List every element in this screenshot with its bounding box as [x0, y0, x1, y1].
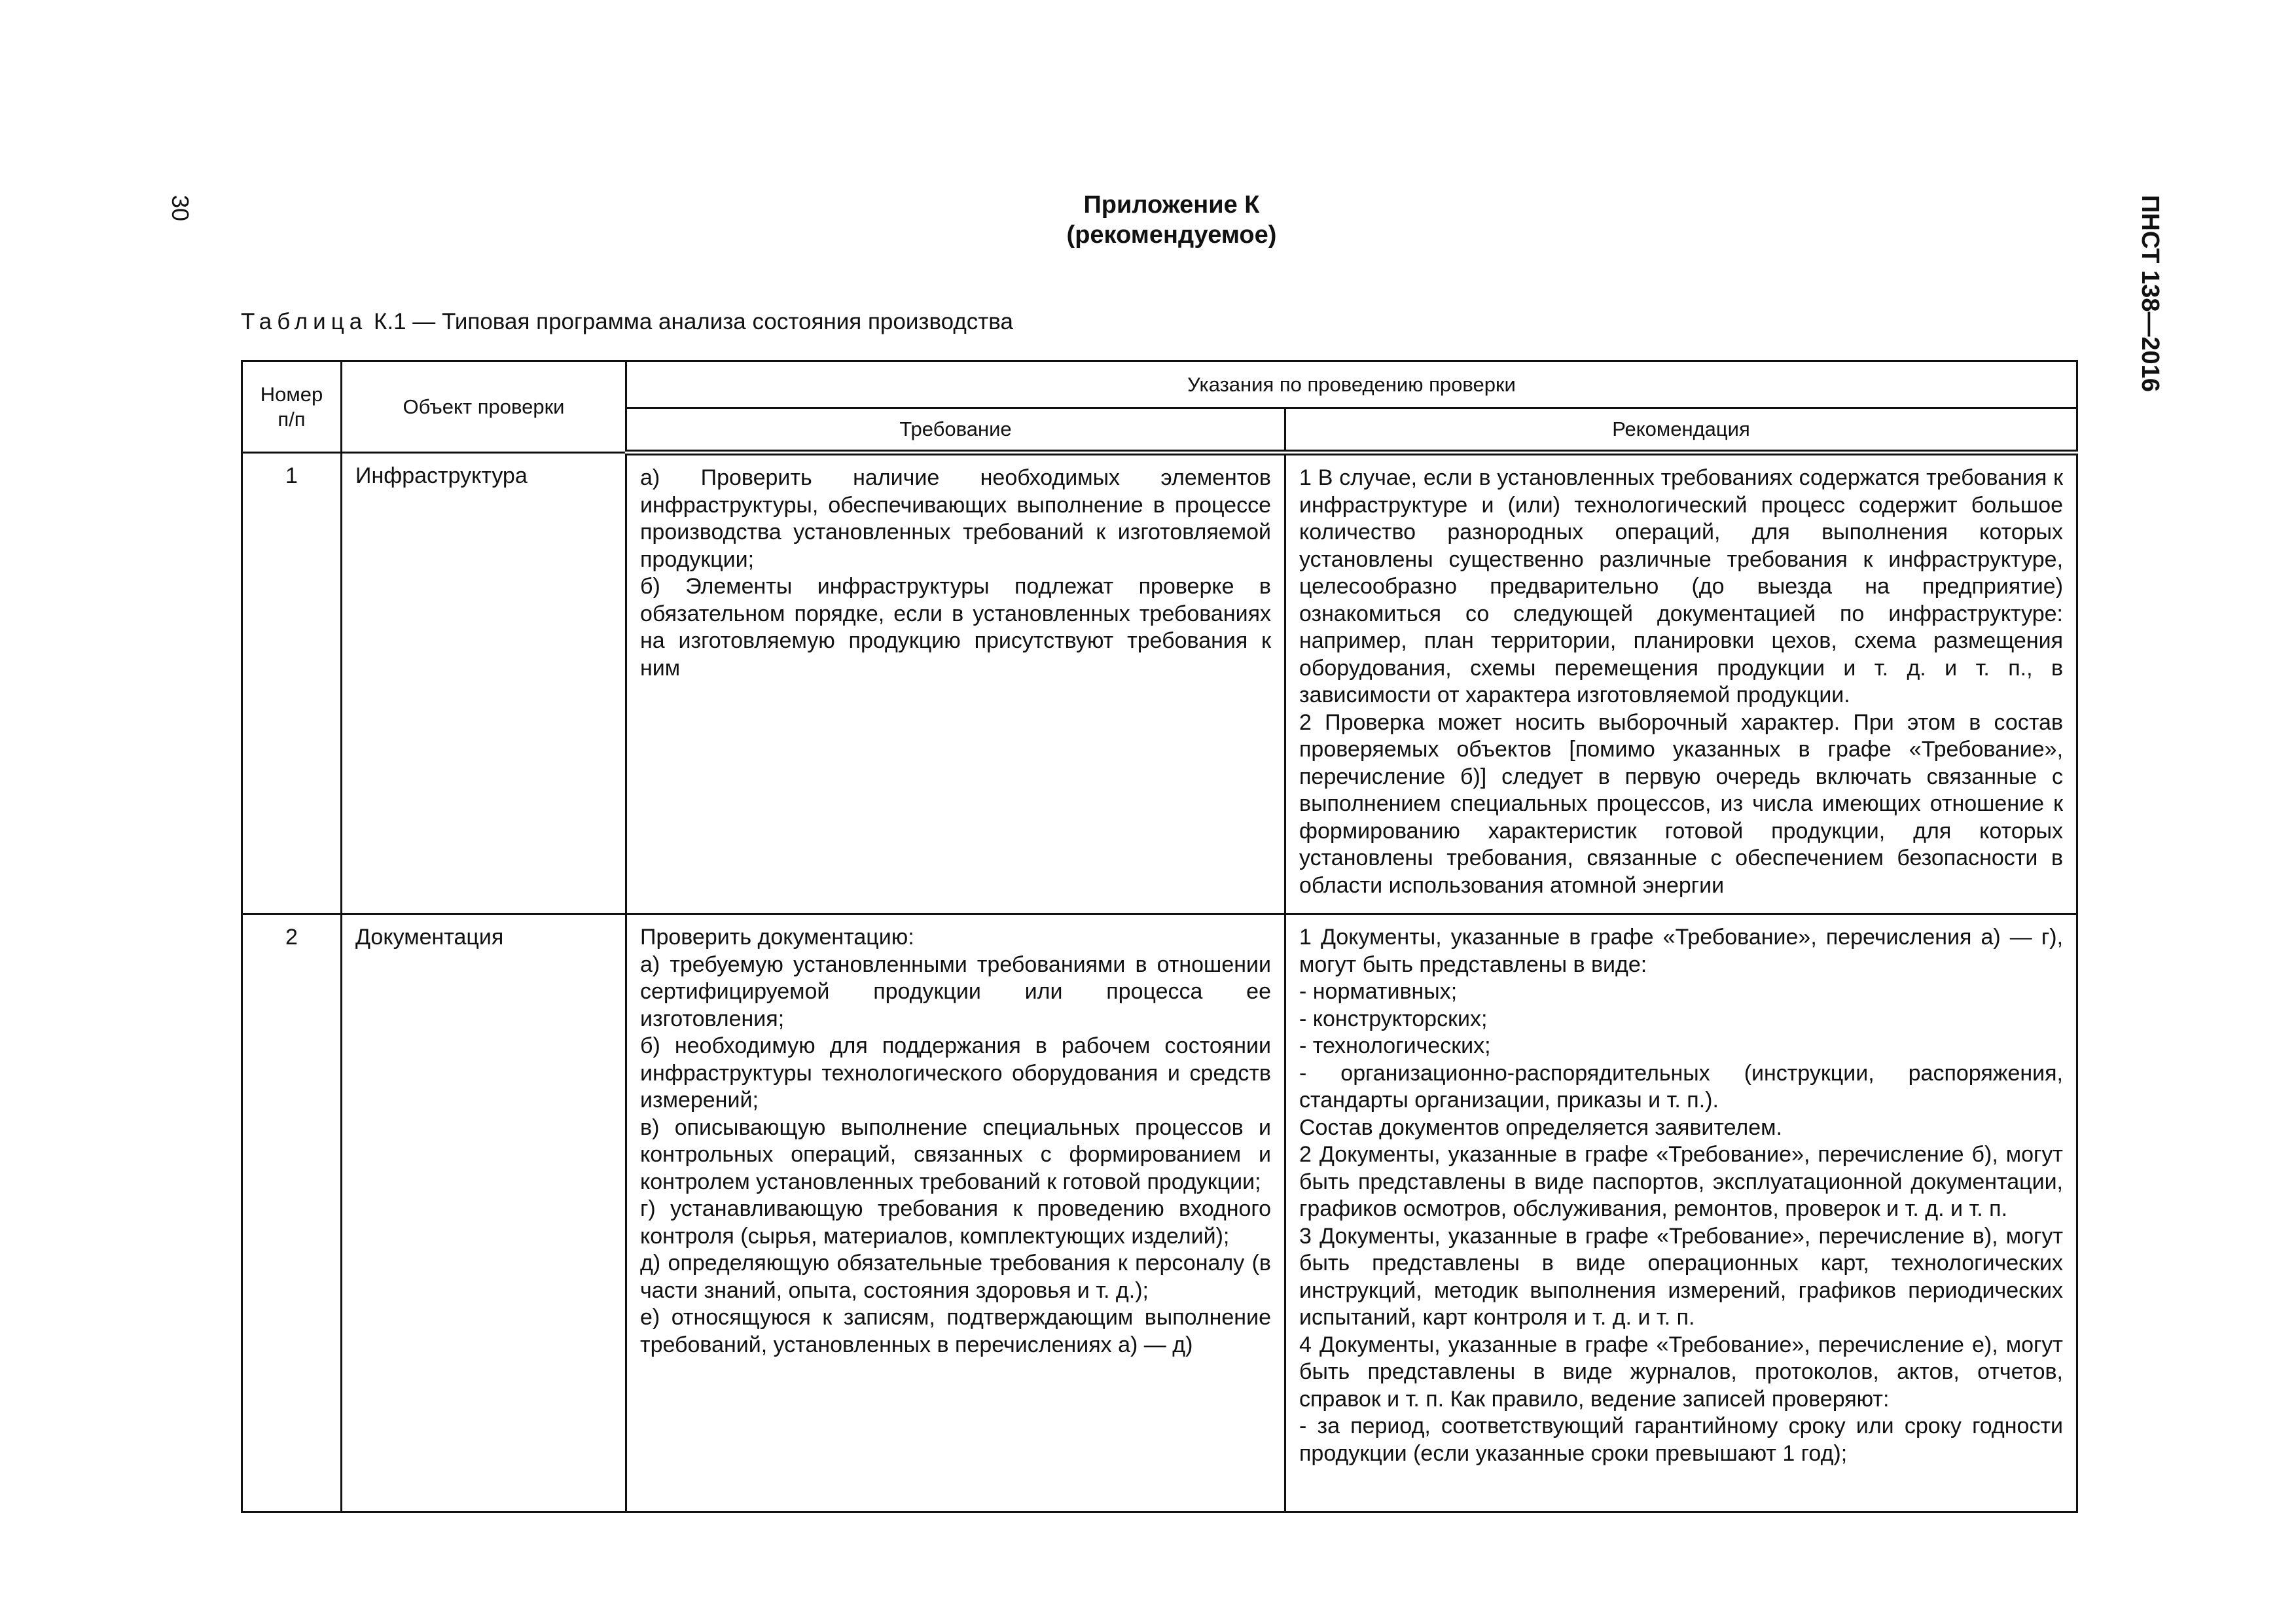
- table-caption: [241, 309, 1013, 335]
- requirement-item: г) устанавливающую требования к проведению входного контроля (сырья, материалов, комплектующих изделий);: [640, 1196, 1271, 1249]
- requirement-item: а) Проверить наличие необходимых элементов инфраструктуры, обеспечивающих выполнение в процессе производства установленных требований к изготовляемой продукции;: [640, 465, 1271, 572]
- recommendation-item: 3 Документы, указанные в графе «Требование», перечисление в), могут быть представлены в виде операционных карт, технологических инструкций, методик выполнения измерений, графиков периодических испытаний, карт контроля и т. д. и т. п.: [1299, 1223, 2064, 1330]
- row-recommendation: [1285, 453, 2077, 914]
- row-object: Инфраструктура: [342, 453, 626, 914]
- recommendation-item: - конструкторских;: [1299, 1006, 1488, 1031]
- table-caption-text: К.1 — Типовая программа анализа состояния производства: [367, 309, 1013, 334]
- recommendation-item: Состав документов определяется заявителем.: [1299, 1115, 1782, 1140]
- recommendation-item: 2 Документы, указанные в графе «Требование», перечисление б), могут быть представлены в виде паспортов, эксплуатационной документации, графиков осмотров, обслуживания, ремонтов, проверок и т. д. и т. п.: [1299, 1142, 2064, 1221]
- header-number: Номер п/п: [242, 361, 342, 453]
- annex-heading: [916, 190, 1427, 250]
- requirement-item: б) необходимую для поддержания в рабочем состоянии инфраструктуры технологического оборудования и средств измерений;: [640, 1033, 1271, 1113]
- recommendation-item: - за период, соответствующий гарантийному сроку или сроку годности продукции (если указанные сроки превышают 1 год);: [1299, 1414, 2064, 1466]
- page-number: 30: [167, 195, 194, 222]
- row-object: Документация: [342, 914, 626, 1512]
- row-requirement: [626, 453, 1285, 914]
- header-requirement: Требование: [626, 408, 1285, 453]
- production-analysis-table: [241, 360, 2078, 1513]
- recommendation-item: 4 Документы, указанные в графе «Требование», перечисление е), могут быть представлены в виде журналов, протоколов, актов, отчетов, справок и т. п. Как правило, ведение записей проверяют:: [1299, 1332, 2064, 1412]
- annex-subtitle: (рекомендуемое): [1066, 221, 1277, 249]
- recommendation-item: - технологических;: [1299, 1033, 1491, 1058]
- recommendation-item: 1 Документы, указанные в графе «Требование», перечисления а) — г), могут быть представлены в виде:: [1299, 925, 2064, 977]
- row-number: 2: [242, 914, 342, 1512]
- document-code: ПНСТ 138—2016: [2136, 195, 2164, 392]
- requirement-item: б) Элементы инфраструктуры подлежат проверке в обязательном порядке, если в установленных требованиях на изготовляемую продукцию присутствуют требования к ним: [640, 574, 1271, 681]
- row-number: 1: [242, 453, 342, 914]
- row-recommendation: [1285, 914, 2077, 1512]
- recommendation-item: - организационно-распорядительных (инструкции, распоряжения, стандарты организации, приказы и т. п.).: [1299, 1060, 2064, 1113]
- requirement-item: д) определяющую обязательные требования к персоналу (в части знаний, опыта, состояния здоровья и т. д.);: [640, 1251, 1271, 1303]
- header-recommendation: Рекомендация: [1285, 408, 2077, 453]
- row-requirement: [626, 914, 1285, 1512]
- requirement-item: е) относящуюся к записям, подтверждающим выполнение требований, установленных в перечислениях а) — д): [640, 1305, 1271, 1357]
- table-row: [242, 453, 2077, 914]
- table-caption-label: Таблица: [241, 309, 368, 334]
- recommendation-item: 1 В случае, если в установленных требованиях содержатся требования к инфраструктуре и (или) технологический процесс содержит большое количество разнородных операций, для выполнения которых установлены существенно различные требования к инфраструктуре, целесообразно предварительно (до выезда на предприятие) ознакомиться со следующей документацией по инфраструктуре: например, план территории, планировки цехов, схема размещения оборудования, схемы перемещения продукции и т. д. и т. п., в зависимости от характера изготовляемой продукции.: [1299, 465, 2064, 707]
- recommendation-item: - нормативных;: [1299, 979, 1458, 1004]
- recommendation-item: 2 Проверка может носить выборочный характер. При этом в состав проверяемых объектов [помимо указанных в графе «Требование», перечисление б)] следует в первую очередь включать связанные с выполнением специальных процессов, из числа имеющих отношение к формированию характеристик готовой продукции, для которых установлены требования, связанные с обеспечением безопасности в области использования атомной энергии: [1299, 709, 2064, 898]
- header-object: Объект проверки: [342, 361, 626, 453]
- header-instructions: Указания по проведению проверки: [626, 361, 2077, 408]
- requirement-item: а) требуемую установленными требованиями в отношении сертифицируемой продукции или процесса ее изготовления;: [640, 952, 1271, 1031]
- annex-title: Приложение К: [1083, 191, 1260, 219]
- requirement-item: в) описывающую выполнение специальных процессов и контрольных операций, связанных с формированием и контролем установленных требований к готовой продукции;: [640, 1115, 1271, 1194]
- requirement-item: Проверить документацию:: [640, 925, 914, 950]
- table-row: [242, 914, 2077, 1512]
